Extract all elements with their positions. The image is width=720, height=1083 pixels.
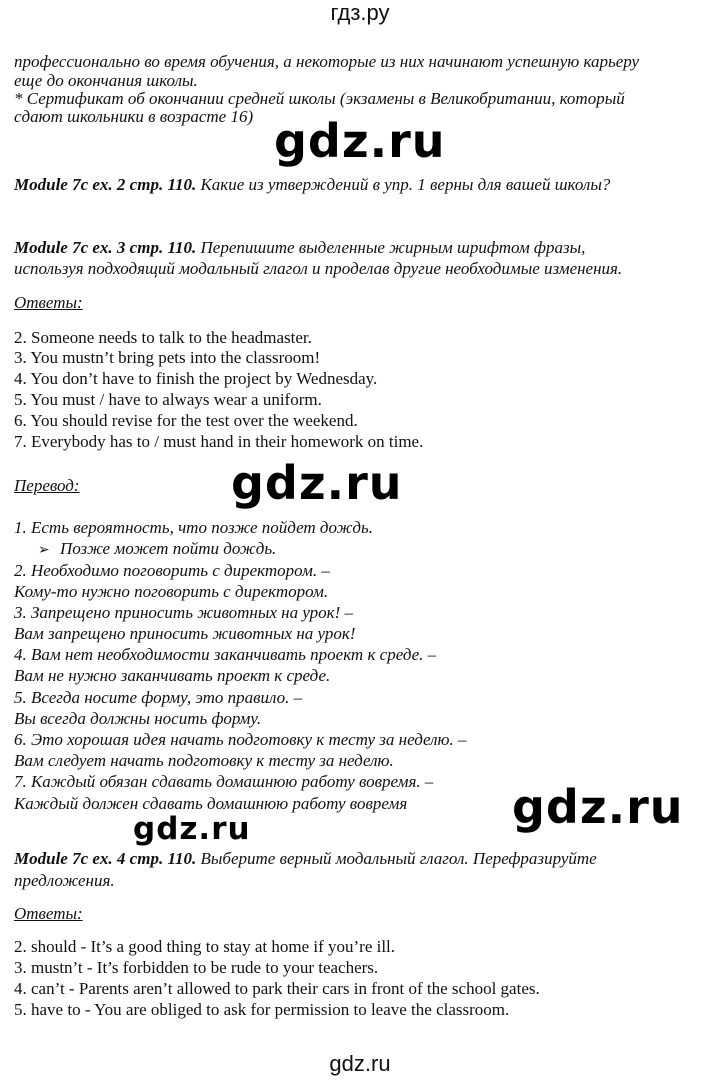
translation-line: 7. Каждый обязан сдавать домашнюю работу вовремя. – xyxy=(14,772,434,791)
answer-line: 2. should - It’s a good thing to stay at home if you’re ill. xyxy=(14,937,396,956)
exercise-3-module: Module 7c ex. 3 стр. 110. xyxy=(14,238,197,257)
footnote-line: * Сертификат об окончании средней школы (экзамены в Великобритании, который xyxy=(14,89,625,108)
site-header: гдз.ру xyxy=(330,0,390,25)
answer-line: 5. have to - You are obliged to ask for permission to leave the classroom. xyxy=(14,1000,510,1019)
answer-line: 5. You must / have to always wear a uniform. xyxy=(14,390,322,409)
watermark: gdz.ru xyxy=(512,780,684,834)
answers-heading: Ответы: xyxy=(14,293,83,312)
arrow-bullet-icon: ➢ xyxy=(38,542,50,558)
intro-line: профессионально во время обучения, а некоторые из них начинают успешную карьеру xyxy=(14,52,640,71)
translation-heading: Перевод: xyxy=(14,476,80,495)
translation-line: 6. Это хорошая идея начать подготовку к тесту за неделю. – xyxy=(14,730,467,749)
translation-line: Вам не нужно заканчивать проект к среде. xyxy=(14,666,331,685)
translation-line: 3. Запрещено приносить животных на урок! – xyxy=(14,603,354,622)
answer-line: 6. You should revise for the test over the weekend. xyxy=(14,411,358,430)
watermark: gdz.ru xyxy=(231,456,403,510)
exercise-2-task: Какие из утверждений в упр. 1 верны для вашей школы? xyxy=(196,175,611,194)
answer-line: 7. Everybody has to / must hand in their homework on time. xyxy=(14,432,424,451)
site-footer: gdz.ru xyxy=(329,1051,391,1076)
translation-line: Вам запрещено приносить животных на урок! xyxy=(14,624,356,643)
translation-bullet xyxy=(38,539,276,560)
translation-line: 4. Вам нет необходимости заканчивать проект к среде. – xyxy=(14,645,437,664)
exercise-4-task: Выберите верный модальный глагол. Перефразируйте xyxy=(196,849,597,868)
translation-line: Вы всегда должны носить форму. xyxy=(14,709,262,728)
answer-line: 3. mustn’t - It’s forbidden to be rude to your teachers. xyxy=(14,958,379,977)
watermark: gdz.ru xyxy=(133,811,251,847)
exercise-4-title xyxy=(14,849,597,869)
translation-line: Вам следует начать подготовку к тесту за неделю. xyxy=(14,751,394,770)
answer-line: 4. can’t - Parents aren’t allowed to park their cars in front of the school gates. xyxy=(14,979,540,998)
footnote-line: сдают школьники в возрасте 16) xyxy=(14,107,254,126)
answer-line: 3. You mustn’t bring pets into the classroom! xyxy=(14,348,321,367)
answer-line: 4. You don’t have to finish the project by Wednesday. xyxy=(14,369,378,388)
translation-line: 5. Всегда носите форму, это правило. – xyxy=(14,688,303,707)
exercise-3-task-cont: используя подходящий модальный глагол и проделав другие необходимые изменения. xyxy=(14,259,623,278)
exercise-2-module: Module 7c ex. 2 стр. 110. xyxy=(14,175,197,194)
translation-line: 2. Необходимо поговорить с директором. – xyxy=(14,561,330,580)
translation-bullet-text: Позже может пойти дождь. xyxy=(60,539,277,558)
answer-line: 2. Someone needs to talk to the headmaster. xyxy=(14,328,312,347)
translation-line: Кому-то нужно поговорить с директором. xyxy=(14,582,329,601)
translation-line: 1. Есть вероятность, что позже пойдет дождь. xyxy=(14,518,374,537)
watermark: gdz.ru xyxy=(274,114,446,168)
exercise-4-task-cont: предложения. xyxy=(14,871,115,890)
exercise-3-task: Перепишите выделенные жирным шрифтом фразы, xyxy=(196,238,586,257)
answers-heading: Ответы: xyxy=(14,904,83,923)
intro-line: еще до окончания школы. xyxy=(14,71,198,90)
exercise-2-title xyxy=(14,175,610,195)
exercise-4-module: Module 7c ex. 4 стр. 110. xyxy=(14,849,197,868)
exercise-3-title xyxy=(14,238,585,258)
translation-line: Каждый должен сдавать домашнюю работу вовремя xyxy=(14,794,408,813)
